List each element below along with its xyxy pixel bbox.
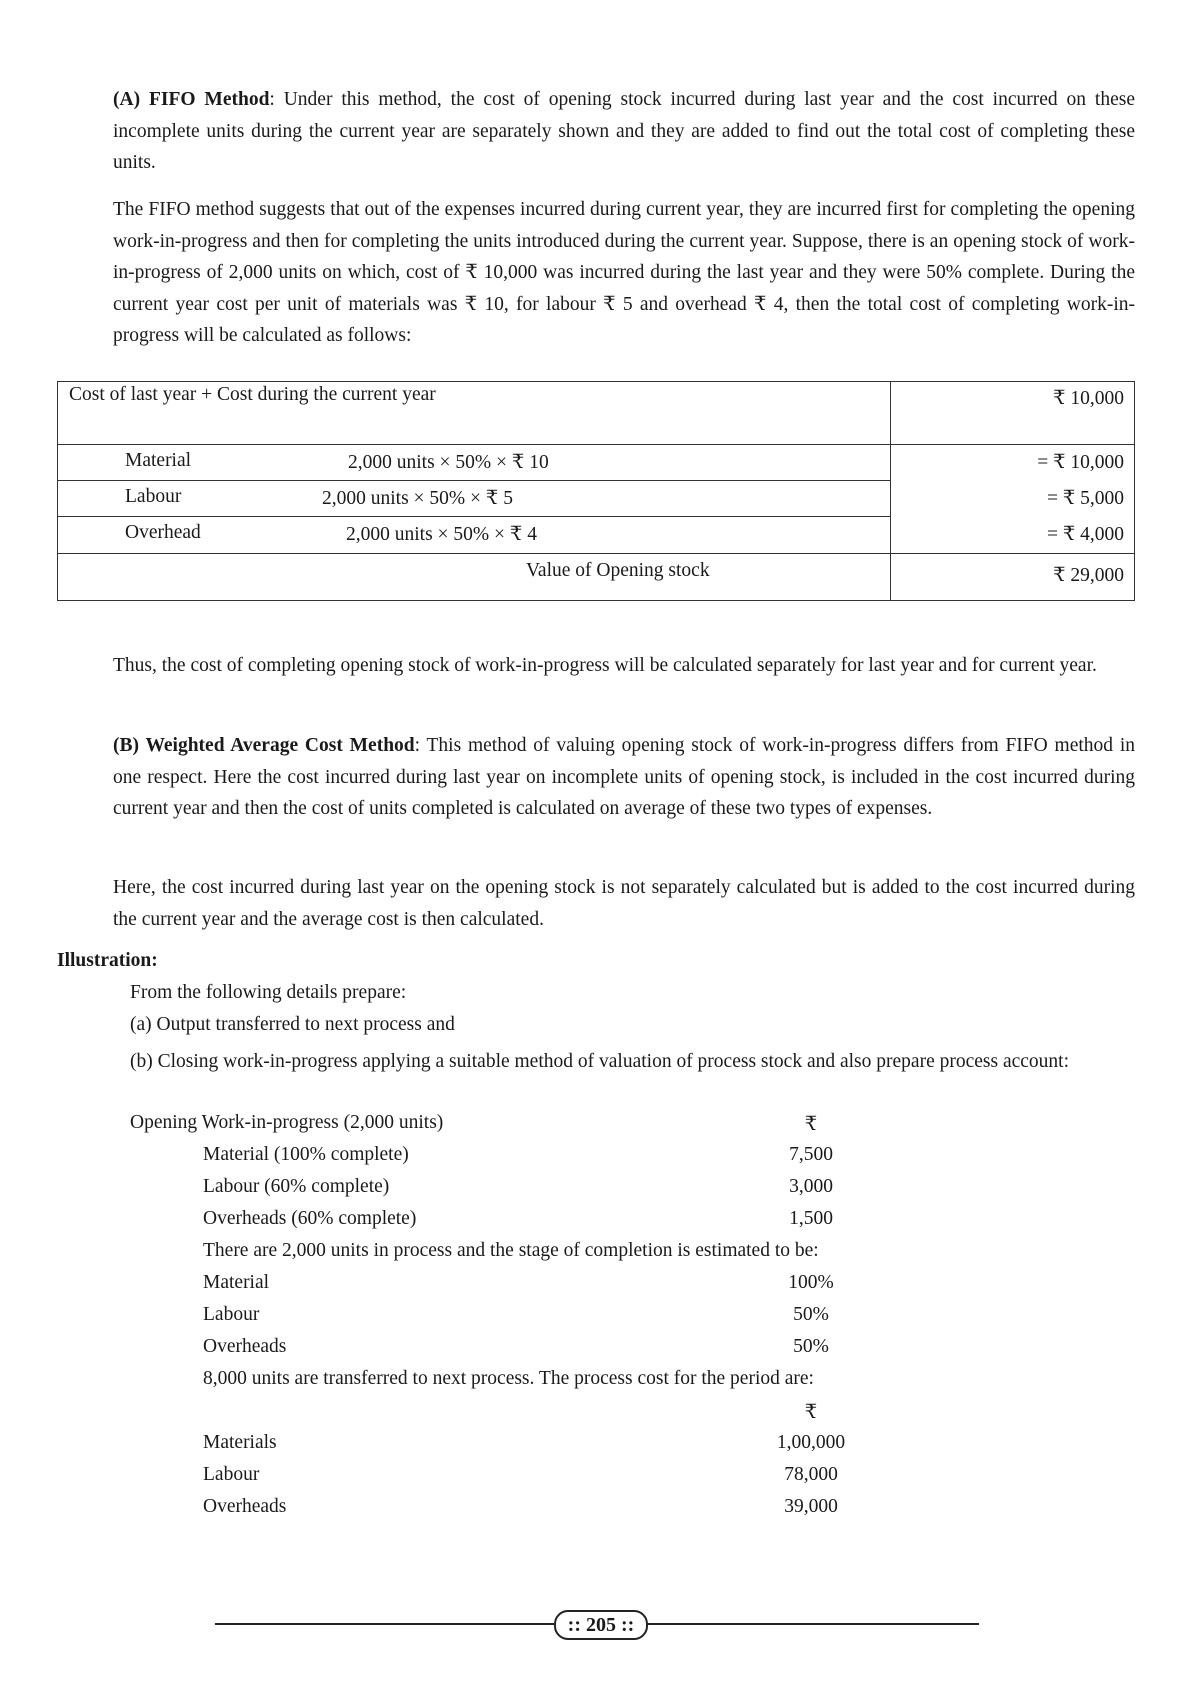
- stage-item-label: Overheads: [203, 1336, 287, 1357]
- fifo-conclusion-paragraph: Thus, the cost of completing opening stock of work-in-progress will be calculated separately for last year and for current year.: [113, 655, 1097, 676]
- table-row-divider: [58, 480, 890, 481]
- row-calc-material: 2,000 units × 50% × ₹ 10: [348, 452, 549, 473]
- row-amount-material: = ₹ 10,000: [1037, 452, 1124, 473]
- row-item-labour: Labour: [125, 486, 182, 507]
- row-calc-labour: 2,000 units × 50% × ₹ 5: [322, 488, 513, 509]
- weighted-heading: (B) Weighted Average Cost Method: [113, 735, 415, 756]
- cost-item-label: Overheads: [203, 1496, 287, 1517]
- stage-item-label: Material: [203, 1272, 270, 1293]
- fifo-intro-text: : Under this method, the cost of opening stock incurred during last year and the cost incurred on these incomplete units during the current year are separately shown and they are added to find out the total cost of completing these units.: [113, 89, 1135, 173]
- cost-item-label: Materials: [203, 1432, 277, 1453]
- opening-wip-label: Opening Work-in-progress (2,000 units): [130, 1112, 444, 1133]
- table-total-amount: ₹ 29,000: [1053, 565, 1124, 586]
- fifo-heading: (A) FIFO Method: [113, 89, 270, 110]
- transfer-text: 8,000 units are transferred to next process. The process cost for the period are:: [203, 1368, 814, 1389]
- page-number: :: 205 ::: [554, 1610, 648, 1640]
- fifo-explanation-paragraph: The FIFO method suggests that out of the expenses incurred during current year, they are incurred first for completing the opening work-in-progress and then for completing the units introduced during the current year. Suppose, there is an opening stock of work-in-progress of 2,000 units on which, cost of ₹ 10,000 was incurred during the last year and they were 50% complete. During the current year cost per unit of materials was ₹ 10, for labour ₹ 5 and overhead ₹ 4, then the total cost of completing work-in-progress will be calculated as follows:: [113, 199, 1135, 346]
- currency-symbol: ₹: [804, 1114, 818, 1135]
- fifo-cost-table: [57, 381, 1135, 601]
- weighted-intro-text: : This method of valuing opening stock of work-in-progress differs from FIFO method in one respect. Here the cost incurred during last year on incomplete units of opening stock, is included in the cost incurred during current year and then the cost of units completed is calculated on average of these two types of expenses.: [113, 735, 1135, 819]
- weighted-intro-paragraph: [113, 730, 1135, 825]
- opening-item-label: Labour (60% complete): [203, 1176, 390, 1197]
- cost-item-label: Labour: [203, 1464, 260, 1485]
- illustration-line-3: (b) Closing work-in-progress applying a suitable method of valuation of process stock and also prepare process account:: [130, 1051, 1069, 1072]
- row-calc-overhead: 2,000 units × 50% × ₹ 4: [346, 524, 537, 545]
- illustration-line-1: From the following details prepare:: [130, 982, 407, 1003]
- row-amount-labour: = ₹ 5,000: [1046, 488, 1124, 509]
- illustration-line-2: (a) Output transferred to next process and: [130, 1014, 455, 1035]
- table-header-amount: ₹ 10,000: [1053, 388, 1124, 409]
- opening-item-value: 7,500: [789, 1144, 833, 1165]
- table-total-label: Value of Opening stock: [526, 560, 710, 581]
- table-row-divider: [58, 444, 1134, 445]
- table-header-label: Cost of last year + Cost during the current year: [69, 384, 436, 405]
- opening-item-value: 1,500: [789, 1208, 833, 1229]
- weighted-explanation-paragraph: Here, the cost incurred during last year on the opening stock is not separately calculated but is added to the cost incurred during the current year and the average cost is then calculated.: [113, 877, 1135, 930]
- opening-item-label: Overheads (60% complete): [203, 1208, 417, 1229]
- table-row-divider: [58, 553, 1134, 554]
- cost-item-value: 78,000: [784, 1464, 838, 1485]
- cost-item-value: 1,00,000: [776, 1432, 846, 1453]
- cost-item-value: 39,000: [784, 1496, 838, 1517]
- table-row-divider: [58, 516, 890, 517]
- row-item-overhead: Overhead: [125, 522, 201, 543]
- stage-item-value: 100%: [788, 1272, 834, 1293]
- stage-item-value: 50%: [793, 1304, 829, 1325]
- opening-item-value: 3,000: [789, 1176, 833, 1197]
- row-item-material: Material: [125, 450, 192, 471]
- footer-rule-right: [644, 1623, 979, 1625]
- opening-item-label: Material (100% complete): [203, 1144, 409, 1165]
- currency-symbol: ₹: [804, 1402, 818, 1423]
- fifo-intro-paragraph: [113, 84, 1135, 179]
- footer-rule-left: [215, 1623, 554, 1625]
- stage-item-label: Labour: [203, 1304, 260, 1325]
- table-column-divider: [890, 382, 891, 600]
- illustration-title: Illustration:: [57, 950, 158, 971]
- stage-of-completion-text: There are 2,000 units in process and the stage of completion is estimated to be:: [203, 1240, 819, 1261]
- row-amount-overhead: = ₹ 4,000: [1046, 524, 1124, 545]
- stage-item-value: 50%: [793, 1336, 829, 1357]
